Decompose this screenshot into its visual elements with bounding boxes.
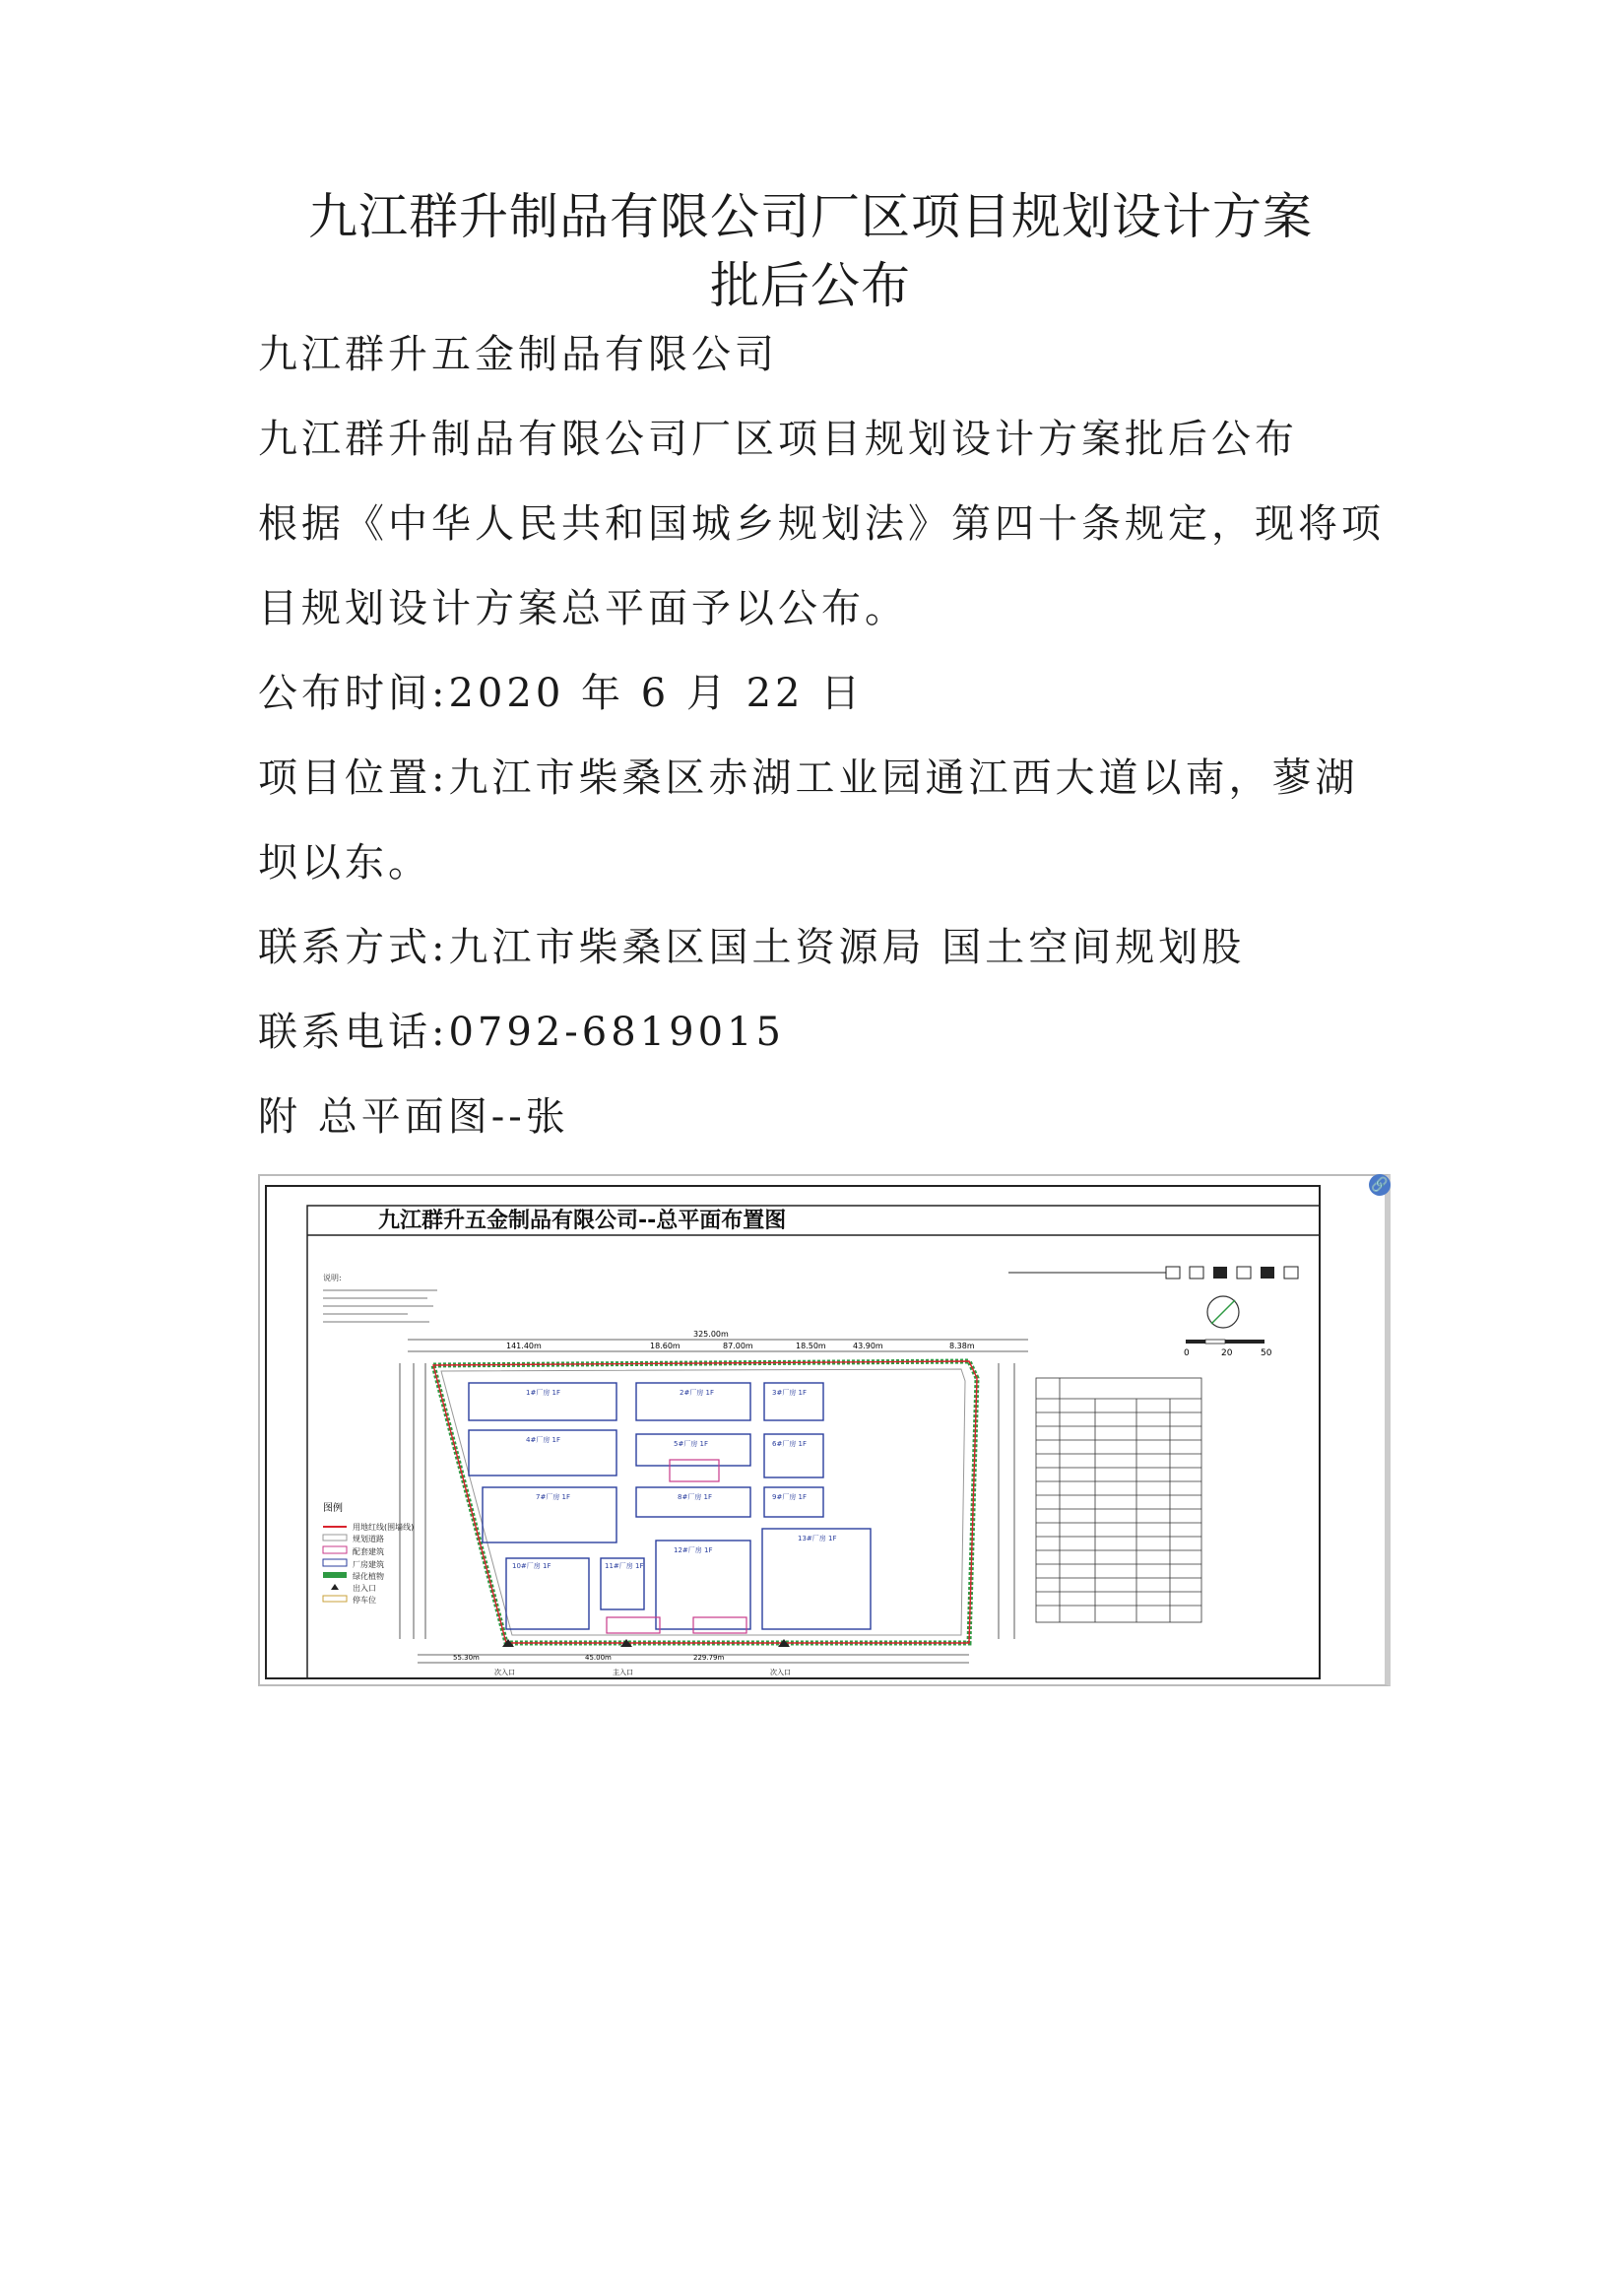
- dim-top-1: 141.40m: [506, 1342, 542, 1350]
- dim-top-6: 8.38m: [949, 1342, 975, 1350]
- building-label-12: 12#厂房 1F: [674, 1546, 713, 1554]
- scale-tick-20: 20: [1221, 1348, 1233, 1358]
- para-publish-date: 公布时间:2020 年 6 月 22 日: [258, 671, 865, 716]
- building-label-6: 6#厂房 1F: [772, 1440, 808, 1448]
- dim-top-3: 87.00m: [723, 1342, 753, 1350]
- legend-item-green: 绿化植物: [353, 1572, 384, 1581]
- building-label-4: 4#厂房 1F: [526, 1436, 561, 1444]
- entrance-label-2: 主入口: [613, 1669, 633, 1676]
- factory-buildings: [469, 1383, 871, 1629]
- entrance-label-3: 次入口: [770, 1669, 791, 1676]
- site-plan-frame: [258, 1174, 1391, 1686]
- dim-top-total: 325.00m: [693, 1330, 729, 1339]
- para-basis-1: 根据《中华人民共和国城乡规划法》第四十条规定，现将项: [258, 501, 1385, 547]
- scale-tick-0: 0: [1184, 1348, 1190, 1358]
- para-contact: 联系方式:九江市柴桑区国土资源局 国土空间规划股: [258, 925, 1246, 970]
- building-5: [636, 1434, 750, 1466]
- para-subject: 九江群升制品有限公司厂区项目规划设计方案批后公布: [258, 417, 1298, 462]
- building-label-9: 9#厂房 1F: [772, 1493, 808, 1501]
- north-arrow-icon: [1207, 1296, 1239, 1328]
- plan-notes-title: 说明:: [323, 1274, 342, 1282]
- dim-bottom-2: 45.00m: [585, 1654, 612, 1662]
- entrance-label-1: 次入口: [494, 1669, 515, 1676]
- building-label-5: 5#厂房 1F: [674, 1440, 709, 1448]
- scale-bar: [1184, 1340, 1272, 1358]
- building-label-3: 3#厂房 1F: [772, 1389, 808, 1397]
- dim-top-5: 43.90m: [853, 1342, 883, 1350]
- building-13: [762, 1529, 871, 1629]
- para-location-1: 项目位置:九江市柴桑区赤湖工业园通江西大道以南，蓼湖: [258, 755, 1359, 801]
- legend-item-parking: 停车位: [353, 1596, 376, 1605]
- technical-table: [1036, 1378, 1201, 1622]
- document-title-line1: 九江群升制品有限公司厂区项目规划设计方案: [308, 188, 1313, 245]
- document-title-line2: 批后公布: [710, 257, 911, 314]
- site-boundary: [433, 1361, 977, 1643]
- building-label-1: 1#厂房 1F: [526, 1389, 561, 1397]
- plan-notes-lines: [323, 1290, 437, 1322]
- para-location-2: 坝以东。: [258, 840, 431, 886]
- plan-heading: 九江群升五金制品有限公司--总平面布置图: [378, 1209, 787, 1233]
- building-label-8: 8#厂房 1F: [678, 1493, 713, 1501]
- legend-title: 图例: [323, 1503, 343, 1514]
- scale-tick-50: 50: [1261, 1348, 1272, 1358]
- building-label-2: 2#厂房 1F: [680, 1389, 715, 1397]
- legend-item-entrance: 出入口: [353, 1584, 376, 1593]
- para-basis-2: 目规划设计方案总平面予以公布。: [258, 586, 908, 631]
- building-label-13: 13#厂房 1F: [798, 1535, 837, 1542]
- para-company: 九江群升五金制品有限公司: [258, 332, 778, 377]
- dim-top-4: 18.50m: [796, 1342, 826, 1350]
- legend-item-redline: 用地红线(围墙线): [353, 1523, 415, 1532]
- plan-legend: [323, 1501, 414, 1605]
- building-8: [636, 1487, 750, 1517]
- building-label-11: 11#厂房 1F: [605, 1562, 644, 1570]
- legend-item-road: 规划道路: [353, 1535, 384, 1543]
- legend-item-factory: 厂房建筑: [353, 1560, 384, 1569]
- building-9: [764, 1487, 823, 1517]
- legend-item-support: 配套建筑: [353, 1547, 384, 1556]
- site-plan-drawing: [260, 1176, 1385, 1684]
- building-label-10: 10#厂房 1F: [512, 1562, 551, 1570]
- building-label-7: 7#厂房 1F: [536, 1493, 571, 1501]
- para-phone: 联系电话:0792-6819015: [258, 1010, 785, 1055]
- dim-top-2: 18.60m: [650, 1342, 681, 1350]
- dim-bottom-1: 55.30m: [453, 1654, 480, 1662]
- dim-bottom-3: 229.79m: [693, 1654, 725, 1662]
- para-attachment: 附 总平面图--张: [258, 1094, 569, 1140]
- site-plan-image: [258, 1174, 1391, 1686]
- link-icon[interactable]: 🔗: [1369, 1174, 1391, 1196]
